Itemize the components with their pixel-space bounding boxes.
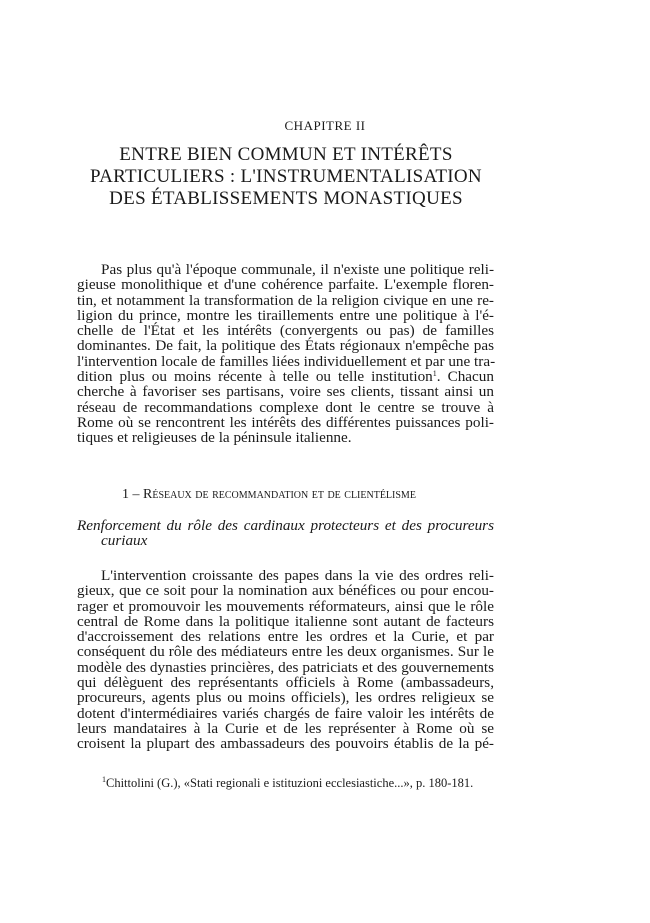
text-line: d'accroissement des relations entre les ordres et la Curie, et par <box>77 628 494 646</box>
text-line: croisent la plupart des ambassadeurs des pouvoirs établis de la pé- <box>77 735 494 753</box>
subsection-heading <box>77 518 494 549</box>
text-line: chelle de l'État et les intérêts (convergents ou pas) de familles <box>77 322 494 340</box>
text-line: curiaux <box>101 532 148 550</box>
text-line: Pas plus qu'à l'époque communale, il n'existe une politique reli- <box>101 261 494 278</box>
footnote-mark: 1 <box>102 775 106 784</box>
text-line: qui délèguent des représentants officiels à Rome (ambassadeurs, <box>77 674 494 692</box>
text-line: dotent d'intermédiaires variés chargés de faire valoir les intérêts de <box>77 704 494 722</box>
text-line: gieux, que ce soit pour la nomination aux bénéfices ou pour encou- <box>77 582 494 600</box>
title-line: PARTICULIERS : L'INSTRUMENTALISATION <box>90 166 482 187</box>
paragraph-1 <box>77 262 494 446</box>
text-line: L'intervention croissante des papes dans la vie des ordres reli- <box>101 567 494 584</box>
section-heading <box>122 487 416 503</box>
text-segment: dition plus ou moins récente à telle ou telle institution <box>77 368 433 386</box>
text-line: réseau de recommandations complexe dont le centre se trouve à <box>77 398 494 416</box>
text-line <box>77 369 494 384</box>
text-line: Rome où se rencontrent les intérêts des différentes puissances poli- <box>77 413 494 431</box>
chapter-title <box>80 144 492 210</box>
text-line: rager et promouvoir les mouvements réformateurs, ainsi que le rôle <box>77 597 494 615</box>
text-line: procureurs, agents plus ou moins officiels), les ordres religieux se <box>77 689 494 707</box>
footnote-ref[interactable]: 1 <box>432 369 437 379</box>
text-line: modèle des dynasties princières, des patriciats et des gouvernements <box>77 658 494 676</box>
text-line: conséquent du rôle des médiateurs entre les deux organismes. Sur le <box>77 643 494 661</box>
section-title: Réseaux de recommandation et de clientélisme <box>143 487 416 502</box>
text-line: ligion du prince, montre les tiraillements entre une politique à l'é- <box>77 306 494 324</box>
text-line: Renforcement du rôle des cardinaux protecteurs et des procureurs <box>77 517 494 534</box>
text-segment: . Chacun <box>436 368 494 386</box>
footnote <box>102 776 473 791</box>
text-line: tin, et notamment la transformation de la religion civique en une re- <box>77 291 494 309</box>
footnote-text: Chittolini (G.), «Stati regionali e istituzioni ecclesiastiche...», p. 180-181. <box>106 776 474 790</box>
text-line: gieuse monolithique et d'une cohérence parfaite. L'exemple floren- <box>77 276 494 294</box>
text-line: dominantes. De fait, la politique des États régionaux n'empêche pas <box>77 337 494 355</box>
section-number: 1 – <box>122 487 143 502</box>
text-line: cherche à favoriser ses partisans, voire ses clients, tissant ainsi un <box>77 383 494 401</box>
paragraph-2 <box>77 568 494 752</box>
text-line: leurs mandataires à la Curie et de les représenter à Rome où se <box>77 719 494 737</box>
title-line: ENTRE BIEN COMMUN ET INTÉRÊTS <box>119 144 453 165</box>
text-line: l'intervention locale de familles liées individuellement et par une tra- <box>77 352 496 370</box>
title-line: DES ÉTABLISSEMENTS MONASTIQUES <box>109 188 463 209</box>
text-line: central de Rome dans la politique italienne sont autant de facteurs <box>77 612 494 630</box>
chapter-label: CHAPITRE II <box>284 118 366 133</box>
text-line: tiques et religieuses de la péninsule italienne. <box>77 429 352 447</box>
